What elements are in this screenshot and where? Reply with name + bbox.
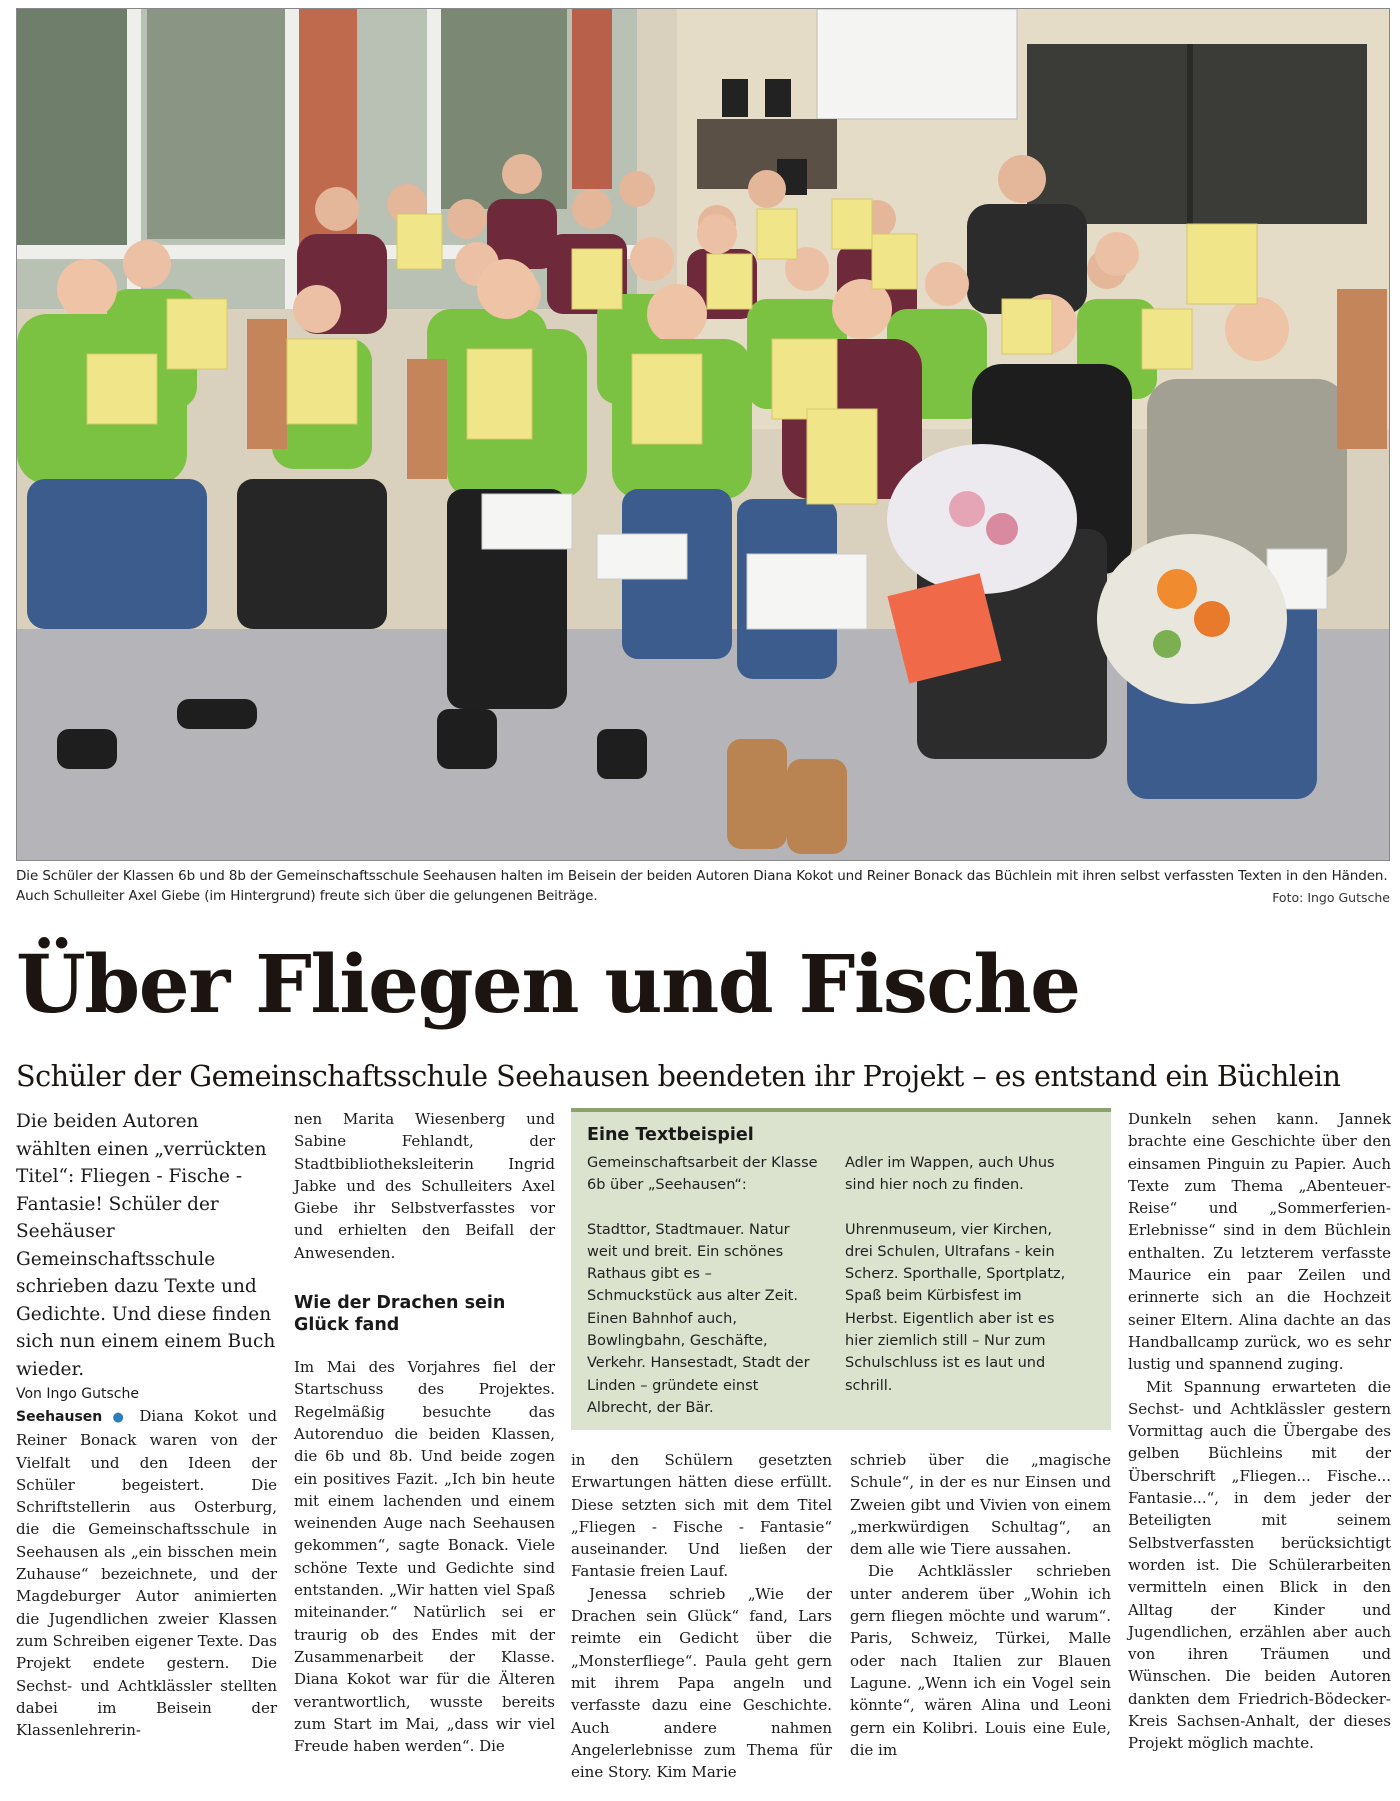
text-example-box	[571, 1108, 1111, 1430]
box-column-left	[587, 1152, 819, 1419]
box-column-right	[845, 1152, 1077, 1419]
article-column-1	[16, 1108, 277, 1741]
section-subtitle: Wie der Drachen sein Glück fand	[294, 1293, 506, 1336]
photo-credit: Foto: Ingo Gutsche	[1272, 890, 1390, 905]
box-right-verse-1: Adler im Wappen, auch Uhus sind hier noch zu finden.	[845, 1155, 1055, 1194]
box-left-intro: Gemeinschaftsarbeit der Klasse 6b über „Seehausen“:	[587, 1155, 818, 1194]
dateline-location: Seehausen	[16, 1409, 103, 1425]
col2-paragraph-1: nen Marita Wiesenberg und Sabine Fehlandt, der Stadtbibliotheksleiterin Ingrid Jabke und des Schulleiters Axel Giebe ihr Selbstverfasstes vor und erhielten den Beifall der Anwesenden.	[294, 1110, 555, 1262]
box-title: Eine Textbeispiel	[587, 1125, 754, 1145]
dateline-dot-icon: ●	[112, 1410, 130, 1425]
article-column-4	[850, 1449, 1111, 1761]
classroom-photo-illustration	[17, 9, 1390, 861]
col1-body-text: Diana Kokot und Reiner Bonack waren von der Vielfalt und den Ideen der Schüler begeistert. Die Schriftstellerin aus Osterburg, die die Gemeinschaftsschule in Seehausen als „ein bisschen mein Zuhause“ bezeichnete, und der Magdeburger Autor animierten die Jugendlichen zweier Klassen zum Schreiben eigener Texte. Das Projekt endete gestern. Die Sechst- und Achtklässler stellten dabei im Beisein der Klassenlehrerin-	[16, 1407, 277, 1740]
col5-paragraph-1: Dunkeln sehen kann. Jannek brachte eine Geschichte über den einsamen Pinguin zu Papier. Auch Texte zum Thema „Abenteuer-Reise“ und „Sommerferien-Erlebnisse“ sind in dem Büchlein enthalten. Zu letzterem verfasste Maurice ein paar Zeilen und erinnerte sich an die Hochzeit seiner Eltern. Alina dachte an das Handballcamp zurück, wo es sehr lustig und spannend zuging.	[1128, 1110, 1391, 1374]
article-column-2	[294, 1108, 555, 1757]
photo-caption: Die Schüler der Klassen 6b und 8b der Gemeinschaftsschule Seehausen halten im Beisein der beiden Autoren Diana Kokot und Reiner Bonack das Büchlein mit ihren selbst verfassten Texten in den Händen. Auch Schulleiter Axel Giebe (im Hintergrund) freute sich über die gelungenen Beiträge.	[16, 868, 1388, 904]
box-right-verse-2: Uhrenmuseum, vier Kirchen, drei Schulen, Ultrafans - kein Scherz. Sporthalle, Sportplatz, Spaß beim Kürbisfest im Herbst. Eigentlich aber ist es hier ziemlich still – Nur zum Schulschluss ist es laut und schrill.	[845, 1221, 1066, 1394]
col3-paragraph-2: Jenessa schrieb „Wie der Drachen sein Glück“ fand, Lars reimte ein Gedicht über die „Monsterfliege“. Paula geht gern mit ihrem Papa angeln und verfasste dazu eine Geschichte. Auch andere nahmen Angelerlebnisse zum Thema für eine Story. Kim Marie	[571, 1584, 832, 1782]
subheadline: Schüler der Gemeinschaftsschule Seehausen beendeten ihr Projekt – es entstand ein Büchlein	[16, 1059, 1341, 1093]
col4-paragraph-1: schrieb über die „magische Schule“, in der es nur Einsen und Zweien gibt und Vivien von einem „merkwürdigen Schultag“, an dem alle wie Tiere aussahen.	[850, 1451, 1111, 1559]
col5-paragraph-2: Mit Spannung erwarteten die Sechst- und Achtklässler gestern Vormittag auch die Übergabe des gelben Büchleins mit der Überschrift „Fliegen... Fische... Fantasie...“, in dem jeder der Beteiligten mit seinem Selbstverfassten berücksichtigt worden ist. Die Schülerarbeiten vermitteln einen Blick in den Alltag der Kinder und Jugendlichen, erzählen aber auch von ihren Träumen und Wünschen. Die beiden Autoren dankten dem Friedrich-Bödecker-Kreis Sachsen-Anhalt, der dieses Projekt möglich machte.	[1128, 1377, 1391, 1753]
article-photo	[16, 8, 1390, 861]
article-column-5	[1128, 1108, 1391, 1755]
byline: Von Ingo Gutsche	[16, 1386, 139, 1402]
col3-paragraph-1: in den Schülern gesetzten Erwartungen hätten diese erfüllt. Diese setzten sich mit dem Titel „Fliegen - Fische - Fantasie“ auseinander. Und ließen der Fantasie freien Lauf.	[571, 1451, 832, 1581]
col4-paragraph-2: Die Achtklässler schrieben unter anderem über „Wohin ich gern fliegen möchte und warum“. Paris, Schweiz, Türkei, Malle oder nach Italien zur Blauen Lagune. „Wenn ich ein Vogel sein könnte“, wären Alina und Leoni gern ein Kolibri. Louis eine Eule, die im	[850, 1562, 1111, 1759]
headline: Über Fliegen und Fische	[16, 937, 1080, 1031]
body-paragraph	[16, 1405, 277, 1741]
lead-paragraph: Die beiden Autoren wählten einen „verrückten Titel“: Fliegen - Fische - Fantasie! Schüler der Seehäuser Gemeinschaftsschule schrieben dazu Texte und Gedichte. Und diese finden sich nun einem einem Buch wieder.	[16, 1111, 276, 1380]
article-column-3	[571, 1449, 832, 1783]
box-left-verse: Stadttor, Stadtmauer. Natur weit und breit. Ein schönes Rathaus gibt es – Schmuckstück aus alter Zeit. Einen Bahnhof auch, Bowlingbahn, Geschäfte, Verkehr. Hansestadt, Stadt der Linden – gründete einst Albrecht, der Bär.	[587, 1221, 810, 1416]
col2-paragraph-2: Im Mai des Vorjahres fiel der Startschuss des Projektes. Regelmäßig besuchte das Autorenduo die beiden Klassen, die 6b und 8b. Und beide zogen ein positives Fazit. „Ich bin heute mit einem lachenden und einem weinenden Auge nach Seehausen gekommen“, sagte Bonack. Viele schöne Texte und Gedichte sind entstanden. „Wir hatten viel Spaß miteinander.“ Natürlich sei er traurig ob des Endes mit der Zusammenarbeit der Klasse. Diana Kokot war für die Älteren verantwortlich, wusste bereits zum Start im Mai, „dass wir viel Freude haben werden“. Die	[294, 1358, 555, 1756]
